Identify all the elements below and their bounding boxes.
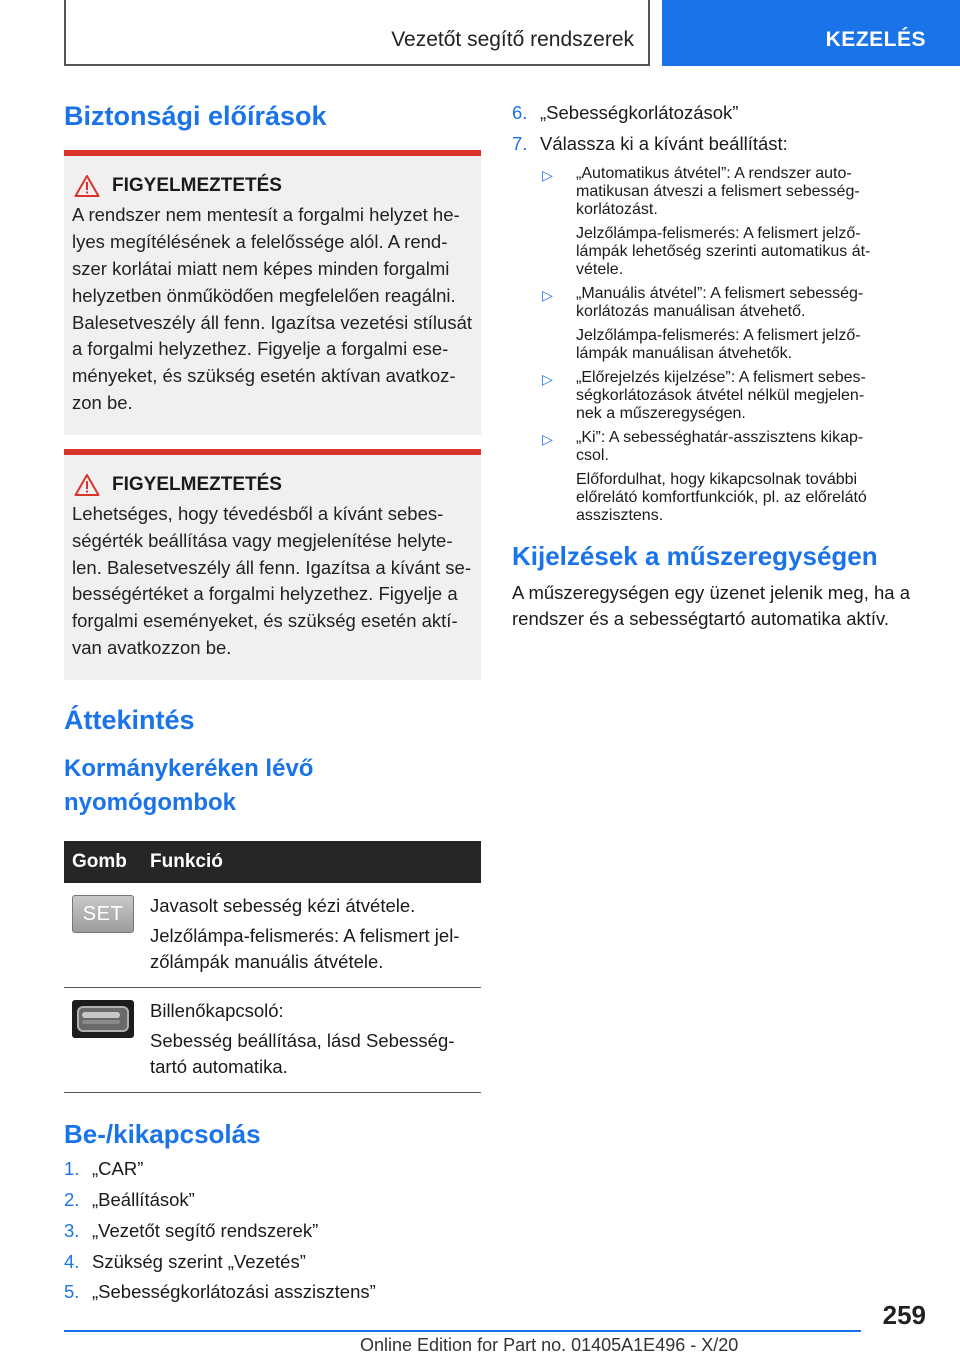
table-header-row	[64, 841, 481, 883]
warning-line: ményeket, és szükség esetén aktívan avatkoz-	[72, 365, 456, 387]
step-text: „CAR”	[92, 1157, 144, 1179]
option-body	[576, 165, 870, 279]
step-number: 6.	[512, 102, 528, 123]
function-line: Sebesség beállítása, lásd Sebesség-	[150, 1029, 455, 1051]
table-cell-button	[64, 883, 142, 987]
warning-text	[72, 202, 473, 417]
rocker-switch-icon	[72, 1000, 134, 1038]
set-button-image: SET	[72, 895, 134, 933]
table-row	[64, 988, 481, 1093]
list-item	[512, 131, 932, 157]
step-text: „Vezetőt segítő rendszerek”	[92, 1219, 319, 1241]
table-header-function: Funkció	[142, 841, 481, 883]
triangle-bullet-icon: ▷	[542, 370, 553, 387]
option-line: lámpák manuálisan átvehetők.	[576, 344, 793, 362]
chapter-tab-label: KEZELÉS	[825, 28, 926, 51]
warning-line: van avatkozzon be.	[72, 636, 232, 658]
option-line: Jelzőlámpa-felismerés: A felismert jelző-	[576, 224, 861, 242]
warning-line: helyzetben önműködően megfelelően reagálni.	[72, 284, 456, 306]
option-line: „Automatikus átvétel”: A rendszer auto-	[576, 164, 852, 182]
option-note	[576, 327, 863, 363]
warning-line: a forgalmi helyzethez. Figyelje a forgalmi ese-	[72, 338, 449, 360]
triangle-bullet-icon: ▷	[542, 166, 553, 183]
step-number: 2.	[64, 1188, 80, 1210]
warning-title: FIGYELMEZTETÉS	[112, 473, 282, 495]
option-list	[540, 165, 932, 525]
list-item	[64, 1218, 481, 1244]
table-cell-function	[142, 988, 481, 1093]
list-item	[64, 1249, 481, 1275]
table-cell-function	[142, 883, 481, 987]
step-text: „Beállítások”	[92, 1188, 195, 1210]
option-line: korlátozást.	[576, 200, 658, 218]
warning-line: ségérték beállítása vagy megjelenítése helyte-	[72, 529, 453, 551]
option-text	[576, 429, 867, 465]
option-item	[540, 165, 932, 279]
step-text: „Sebességkorlátozási asszisztens”	[92, 1281, 376, 1303]
option-line: korlátozás manuálisan átvehető.	[576, 302, 806, 320]
warning-line: forgalmi eseményeket, és szükség esetén aktí-	[72, 610, 458, 632]
option-line: „Manuális átvétel”: A felismert sebesség-	[576, 284, 864, 302]
display-paragraph	[512, 580, 932, 632]
warning-line: szer korlátai miatt nem képes minden forgalmi	[72, 258, 450, 280]
step-text: „Sebességkorlátozások”	[540, 102, 739, 123]
list-item	[64, 1279, 481, 1305]
option-body	[576, 369, 866, 423]
warning-triangle-icon	[74, 174, 100, 198]
option-line: ségkorlátozások átvétel nélkül megjelen-	[576, 386, 865, 404]
warning-header	[72, 473, 473, 497]
step-number: 1.	[64, 1157, 80, 1179]
table-cell-button	[64, 988, 142, 1093]
list-item	[64, 1156, 481, 1182]
overview-heading: Áttekintés	[64, 704, 195, 735]
function-line: tartó automatika.	[150, 1055, 288, 1077]
option-text	[576, 165, 870, 219]
section-title: Vezetőt segítő rendszerek	[391, 28, 634, 51]
option-line: Jelzőlámpa-felismerés: A felismert jelző-	[576, 326, 861, 344]
step-number: 3.	[64, 1219, 80, 1241]
option-line: Előfordulhat, hogy kikapcsolnak további	[576, 470, 858, 488]
table-header-button: Gomb	[64, 841, 142, 883]
step-number: 7.	[512, 132, 528, 154]
display-heading: Kijelzések a műszeregységen	[512, 540, 878, 571]
option-note	[576, 225, 870, 279]
warning-line: len. Balesetveszély áll fenn. Igazítsa a kívánt se-	[72, 556, 471, 578]
step-text: Válassza ki a kívánt beállítást:	[540, 132, 788, 154]
option-text	[576, 285, 863, 321]
table-row	[64, 883, 481, 987]
step-text: Szükség szerint „Vezetés”	[92, 1250, 306, 1272]
paragraph-line: rendszer és a sebességtartó automatika aktív.	[512, 607, 890, 629]
option-line: asszisztens.	[576, 506, 664, 524]
warning-line: Lehetséges, hogy tévedésből a kívánt sebes-	[72, 502, 444, 524]
option-line: matikusan átveszi a felismert sebesség-	[576, 182, 860, 200]
option-body	[576, 429, 867, 525]
buttons-heading-line: nyomógombok	[64, 788, 236, 816]
buttons-table	[64, 841, 481, 1092]
warning-line: bességértéket a forgalmi helyzethez. Figyelje a	[72, 583, 458, 605]
function-line: Jelzőlámpa-felismerés: A felismert jel-	[150, 925, 460, 947]
warning-title: FIGYELMEZTETÉS	[112, 175, 282, 197]
option-line: lámpák lehetőség szerinti automatikus át-	[576, 242, 871, 260]
buttons-heading	[64, 752, 481, 819]
option-note	[576, 471, 867, 525]
settings-steps	[512, 100, 932, 157]
warning-text	[72, 501, 473, 662]
option-line: „Ki”: A sebességhatár-asszisztens kikap-	[576, 428, 864, 446]
warning-box-2	[64, 449, 481, 680]
option-line: előrelátó komfortfunkciók, pl. az előrelátó	[576, 488, 867, 506]
option-line: „Előrejelzés kijelzése”: A felismert sebes-	[576, 368, 866, 386]
edition-text: Online Edition for Part no. 01405A1E496 - X/20	[360, 1335, 739, 1355]
warning-triangle-icon	[74, 473, 100, 497]
option-item	[540, 369, 932, 423]
warning-line: Balesetveszély áll fenn. Igazítsa vezetési stílusát	[72, 311, 473, 333]
paragraph-line: A műszeregységen egy üzenet jelenik meg, ha a	[512, 581, 910, 603]
onoff-steps	[64, 1156, 481, 1305]
header-section-box	[64, 0, 650, 66]
list-item	[512, 100, 932, 126]
list-item	[64, 1187, 481, 1213]
step-number: 4.	[64, 1250, 80, 1272]
safety-heading: Biztonsági előírások	[64, 101, 327, 131]
option-item	[540, 285, 932, 363]
page-number: 259	[882, 1300, 926, 1330]
warning-line: zon be.	[72, 392, 133, 414]
warning-box-1	[64, 150, 481, 435]
triangle-bullet-icon: ▷	[542, 286, 553, 303]
chapter-tab[interactable]	[662, 0, 960, 66]
step-number: 5.	[64, 1281, 80, 1303]
function-text	[150, 923, 473, 975]
function-line: zőlámpák manuális átvétele.	[150, 951, 384, 973]
onoff-heading: Be-/kikapcsolás	[64, 1118, 261, 1149]
function-text	[150, 1028, 473, 1080]
option-body	[576, 285, 863, 363]
option-item	[540, 429, 932, 525]
option-line: nek a műszeregységen.	[576, 404, 746, 422]
function-text: Billenőkapcsoló:	[150, 1000, 284, 1022]
right-column	[512, 100, 932, 632]
function-text: Javasolt sebesség kézi átvétele.	[150, 895, 416, 917]
option-text	[576, 369, 866, 423]
option-line: csol.	[576, 446, 609, 464]
warning-line: A rendszer nem mentesít a forgalmi helyzet he-	[72, 204, 460, 226]
left-column	[64, 100, 481, 1310]
triangle-bullet-icon: ▷	[542, 430, 553, 447]
warning-line: lyes megítélésének a felelőssége alól. A rend-	[72, 231, 448, 253]
option-line: vétele.	[576, 260, 624, 278]
warning-header	[72, 174, 473, 198]
footer-divider	[64, 1330, 861, 1332]
buttons-heading-line: Kormánykeréken lévő	[64, 755, 314, 783]
